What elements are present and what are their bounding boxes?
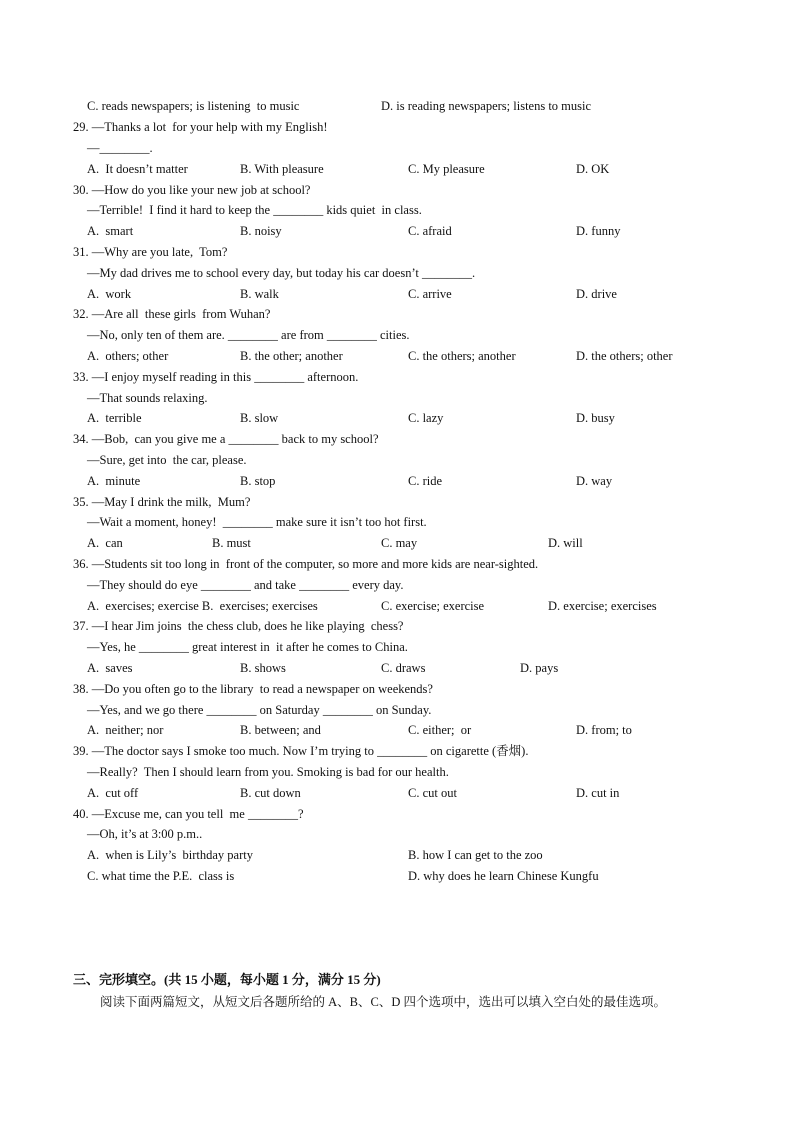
text-line: C. draws xyxy=(381,661,426,675)
text-line: A. terrible xyxy=(87,411,142,425)
text-line: D. busy xyxy=(576,411,615,425)
text-line: 34. —Bob, can you give me a ________ back to my school? xyxy=(73,432,379,446)
text-line: 29. —Thanks a lot for your help with my English! xyxy=(73,120,328,134)
text-line: 39. —The doctor says I smoke too much. Now I’m trying to ________ on cigarette (香烟). xyxy=(73,744,529,758)
text-line: C. My pleasure xyxy=(408,162,485,176)
text-line: 36. —Students sit too long in front of the computer, so more and more kids are near-sighted. xyxy=(73,557,539,571)
text-line: A. can xyxy=(87,536,123,550)
text-line: D. OK xyxy=(576,162,610,176)
text-line: —Terrible! I find it hard to keep the ________ kids quiet in class. xyxy=(87,203,422,217)
text-line: D. way xyxy=(576,474,613,488)
text-line: —They should do eye ________ and take ________ every day. xyxy=(87,578,404,592)
text-line: D. pays xyxy=(520,661,559,675)
text-line: —________. xyxy=(87,141,153,155)
text-line: 35. —May I drink the milk, Mum? xyxy=(73,495,251,509)
text-line: B. noisy xyxy=(240,224,282,238)
text-line: D. will xyxy=(548,536,583,550)
text-line: —Really? Then I should learn from you. Smoking is bad for our health. xyxy=(87,765,449,779)
text-line: —My dad drives me to school every day, but today his car doesn’t ________. xyxy=(87,266,476,280)
text-line: C. ride xyxy=(408,474,443,488)
text-line: 30. —How do you like your new job at school? xyxy=(73,183,311,197)
text-line: C. cut out xyxy=(408,786,457,800)
text-line: A. exercises; exercise B. exercises; exercises xyxy=(87,599,318,613)
text-line: —Yes, he ________ great interest in it after he comes to China. xyxy=(87,640,408,654)
text-line: A. others; other xyxy=(87,349,169,363)
text-line: C. arrive xyxy=(408,287,452,301)
text-line: B. cut down xyxy=(240,786,301,800)
text-line: D. cut in xyxy=(576,786,620,800)
text-line: C. may xyxy=(381,536,418,550)
text-line: C. what time the P.E. class is xyxy=(87,869,235,883)
text-line: B. the other; another xyxy=(240,349,343,363)
text-line: —Wait a moment, honey! ________ make sure it isn’t too hot first. xyxy=(87,515,427,529)
section-instructions: 阅读下面两篇短文，从短文后各题所给的 A、B、C、D 四个选项中，选出可以填入空白处的最佳选项。 xyxy=(100,995,666,1009)
text-line: C. lazy xyxy=(408,411,444,425)
text-line: B. between; and xyxy=(240,723,321,737)
text-line: B. With pleasure xyxy=(240,162,324,176)
text-line: —Sure, get into the car, please. xyxy=(87,453,247,467)
text-line: C. either; or xyxy=(408,723,472,737)
text-line: —Yes, and we go there ________ on Saturday ________ on Sunday. xyxy=(87,703,432,717)
text-line: D. drive xyxy=(576,287,617,301)
text-line: A. neither; nor xyxy=(87,723,164,737)
text-line: A. work xyxy=(87,287,132,301)
text-line: B. walk xyxy=(240,287,279,301)
text-line: 32. —Are all these girls from Wuhan? xyxy=(73,307,271,321)
text-line: B. how I can get to the zoo xyxy=(408,848,543,862)
text-line: —No, only ten of them are. ________ are from ________ cities. xyxy=(87,328,410,342)
text-line: C. afraid xyxy=(408,224,452,238)
text-line: 31. —Why are you late, Tom? xyxy=(73,245,228,259)
text-line: A. saves xyxy=(87,661,133,675)
section-heading: 三、完形填空。(共 15 小题，每小题 1 分，满分 15 分) xyxy=(73,972,381,987)
text-line: 37. —I hear Jim joins the chess club, does he like playing chess? xyxy=(73,619,404,633)
text-line: C. exercise; exercise xyxy=(381,599,485,613)
text-line: B. slow xyxy=(240,411,279,425)
text-line: D. exercise; exercises xyxy=(548,599,657,613)
text-line: A. minute xyxy=(87,474,141,488)
text-line: —Oh, it’s at 3:00 p.m.. xyxy=(87,827,203,841)
text-line: A. It doesn’t matter xyxy=(87,162,188,176)
text-line: D. why does he learn Chinese Kungfu xyxy=(408,869,599,883)
text-line: B. stop xyxy=(240,474,276,488)
text-line: C. the others; another xyxy=(408,349,516,363)
text-line: D. the others; other xyxy=(576,349,673,363)
text-line: 40. —Excuse me, can you tell me ________? xyxy=(73,807,304,821)
text-line: D. funny xyxy=(576,224,621,238)
text-line: D. from; to xyxy=(576,723,632,737)
text-line: 38. —Do you often go to the library to read a newspaper on weekends? xyxy=(73,682,433,696)
text-line: C. reads newspapers; is listening to music xyxy=(87,99,300,113)
text-line: —That sounds relaxing. xyxy=(87,391,208,405)
text-line: B. must xyxy=(212,536,251,550)
text-line: B. shows xyxy=(240,661,286,675)
text-line: A. smart xyxy=(87,224,134,238)
text-line: A. cut off xyxy=(87,786,139,800)
text-line: D. is reading newspapers; listens to music xyxy=(381,99,592,113)
text-line: 33. —I enjoy myself reading in this ________ afternoon. xyxy=(73,370,359,384)
text-line: A. when is Lily’s birthday party xyxy=(87,848,253,862)
